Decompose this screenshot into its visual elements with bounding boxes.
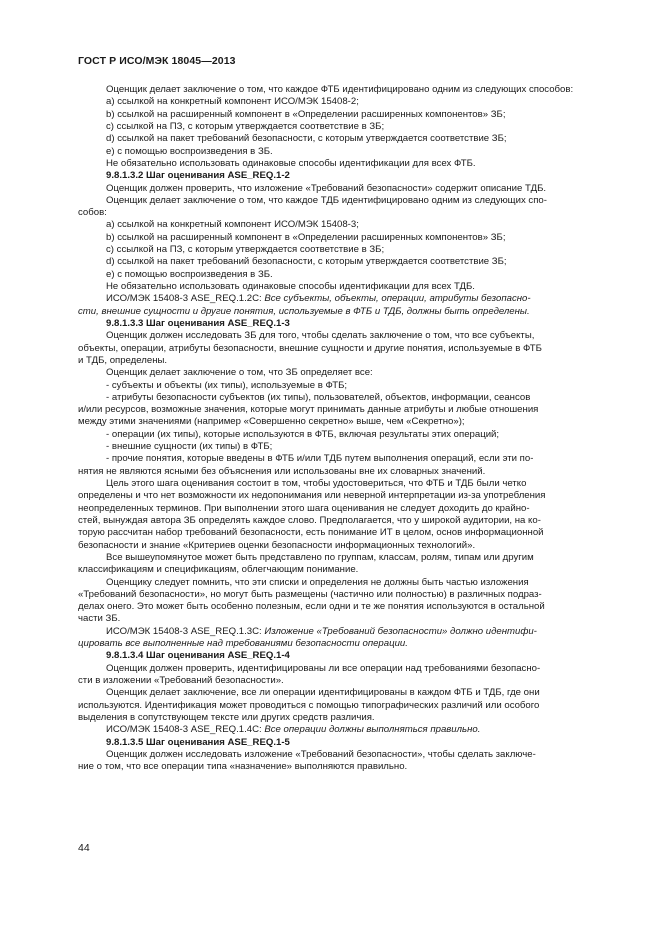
text-run: - внешние сущности (их типы) в ФТБ; [106,441,273,453]
italic-text-run: цировать все выполненные над требованиями безопасности операции. [78,638,408,650]
text-line [78,466,616,478]
text-line [78,96,616,108]
text-run: сти в изложении «Требований безопасности». [78,675,284,686]
text-run: d) ссылкой на пакет требований безопасности, с которым утверждается соответствие ЗБ; [106,256,507,268]
text-run: Оценщик делает заключение о том, что каждое ТДБ идентифицировано одним из следующих спо- [106,194,547,206]
page-number: 44 [78,842,90,854]
text-line [78,318,616,330]
text-run: - операции (их типы), которые используются в ФТБ, включая результаты этих операций; [106,428,500,440]
text-line [78,404,616,416]
text-line [78,183,616,195]
text-run: Оценщику следует помнить, что эти списки и определения не должны быть частью изложения [106,576,529,588]
text-run: объекты, операции, атрибуты безопасности, внешние сущности и другие понятия, используемые в ФТБ [78,342,542,354]
text-line [78,219,616,231]
text-run: a) ссылкой на конкретный компонент ИСО/МЭК 15408-3; [106,219,359,231]
text-line [78,392,616,404]
text-run: - прочие понятия, которые введены в ФТБ и/или ТДБ путем выполнения операций, если эти по- [106,453,534,465]
text-run: - субъекты и объекты (их типы), используемые в ФТБ; [106,379,348,391]
italic-text-run: Изложение «Требований безопасности» должно идентифи- [264,625,537,637]
text-line [78,527,616,539]
text-line [78,355,616,367]
text-run: Цель этого шага оценивания состоит в том, чтобы удостовериться, что ФТБ и ТДБ были четко [106,478,527,489]
text-run: собов: [78,207,107,219]
text-run: Оценщик делает заключение о том, что каждое ФТБ идентифицировано одним из следующих способов: [106,84,574,95]
text-line [78,700,616,712]
text-line [78,244,616,256]
text-run: делах онего. Это может быть особенно полезным, если одни и те же понятия используются в остальной [78,601,545,613]
text-run: e) с помощью воспроизведения в ЗБ. [106,145,273,157]
text-line [78,650,616,662]
text-run: - атрибуты безопасности субъектов (их типы), пользователей, объектов, информации, сеансов [106,391,531,403]
text-run: ИСО/МЭК 15408-3 ASE_REQ.1.2С: [106,293,265,305]
text-line [78,503,616,515]
text-run: Оценщик должен проверить, идентифицированы ли все операции над требованиями безопасно- [106,662,541,674]
text-run: c) ссылкой на ПЗ, с которым утверждается соответствие в ЗБ; [106,244,385,256]
text-line [78,207,616,219]
text-run: «Требований безопасности», но могут быть размещены (частично или полностью) в различных подраз- [78,588,542,600]
text-line [78,293,616,305]
text-line [78,343,616,355]
text-run: e) с помощью воспроизведения в ЗБ. [106,268,273,280]
text-run: Не обязательно использовать одинаковые способы идентификации для всех ФТБ. [106,157,476,169]
text-line [78,577,616,589]
text-line [78,84,616,96]
italic-text-run: сти, внешние сущности и другие понятия, используемые в ФТБ и ТДБ, должны быть определены. [78,305,530,317]
text-line [78,601,616,613]
text-line [78,589,616,601]
text-run: d) ссылкой на пакет требований безопасности, с которым утверждается соответствие ЗБ; [106,133,507,145]
text-line [78,453,616,465]
text-line [78,724,616,736]
text-line [78,133,616,145]
text-line [78,195,616,207]
text-line [78,416,616,428]
text-run: ИСО/МЭК 15408-3 ASE_REQ.1.3С: [106,625,265,637]
text-line [78,367,616,379]
text-run: определены и что нет возможности их недопонимания или неверной интерпретации из-за употребления [78,490,546,502]
text-line [78,761,616,773]
text-run: c) ссылкой на ПЗ, с которым утверждается соответствие в ЗБ; [106,120,385,132]
text-run: a) ссылкой на конкретный компонент ИСО/МЭК 15408-2; [106,96,359,108]
italic-text-run: Все операции должны выполняться правильно. [264,724,481,736]
text-run: используются. Идентификация может проводиться с помощью типографических различий или особого [78,699,540,711]
text-line [78,170,616,182]
text-run: неопределенных терминов. При выполнении этого шага оценивания не следует доходить до крайно- [78,502,530,514]
text-run: 9.8.1.3.4 Шаг оценивания ASE_REQ.1-4 [106,650,290,662]
text-run: торую рассчитан набор требований безопасности, есть понимание ИТ в целом, основ информационной [78,527,544,539]
text-line [78,269,616,281]
text-run: нятия не являются ясными без объяснения или использованы вне их словарных значений. [78,465,486,477]
text-run: стей, вынуждая автора ЗБ определять каждое слово. Предполагается, что у широкой аудитории, на ко- [78,514,541,526]
text-line [78,330,616,342]
text-line [78,121,616,133]
text-run: Все вышеупомянутое может быть представлено по группам, классам, ролям, типам или другим [106,551,534,563]
text-line [78,478,616,490]
text-line [78,380,616,392]
text-run: 9.8.1.3.3 Шаг оценивания ASE_REQ.1-3 [106,317,290,329]
text-line [78,441,616,453]
text-line [78,675,616,687]
text-run: и ТДБ, определены. [78,354,168,366]
text-run: части ЗБ. [78,613,121,625]
text-line [78,306,616,318]
text-run: 9.8.1.3.5 Шаг оценивания ASE_REQ.1-5 [106,736,290,748]
text-run: Оценщик делает заключение о том, что ЗБ определяет все: [106,367,373,379]
text-line [78,626,616,638]
italic-text-run: Все субъекты, объекты, операции, атрибуты безопасно- [264,293,531,305]
text-line [78,109,616,121]
text-line [78,712,616,724]
text-line [78,515,616,527]
text-run: классификациям и спецификациям, облегчающим понимание. [78,564,359,576]
text-run: Не обязательно использовать одинаковые способы идентификации для всех ТДБ. [106,281,475,292]
text-run: выделения в сопутствующем тексте или других средств различия. [78,711,375,723]
text-line [78,613,616,625]
text-line [78,737,616,749]
text-line [78,158,616,170]
text-run: Оценщик должен проверить, что изложение «Требований безопасности» содержит описание ТДБ. [106,182,547,194]
text-line [78,429,616,441]
text-line [78,256,616,268]
page-body [78,84,616,774]
text-run: Оценщик должен исследовать изложение «Требований безопасности», чтобы сделать заключе- [106,748,536,760]
document-header: ГОСТ Р ИСО/МЭК 18045—2013 [78,55,236,67]
text-line [78,564,616,576]
text-line [78,146,616,158]
text-run: b) ссылкой на расширенный компонент в «Определении расширенных компонентов» ЗБ; [106,231,506,243]
text-run: и/или ресурсов, возможные значения, которые могут принимать данные атрибуты и любые отношения [78,404,539,416]
text-run: Оценщик делает заключение, все ли операции идентифицированы в каждом ФТБ и ТДБ, где они [106,687,540,699]
text-line [78,552,616,564]
text-line [78,540,616,552]
text-line [78,687,616,699]
text-line [78,638,616,650]
text-line [78,232,616,244]
text-run: b) ссылкой на расширенный компонент в «Определении расширенных компонентов» ЗБ; [106,108,506,120]
text-run: 9.8.1.3.2 Шаг оценивания ASE_REQ.1-2 [106,170,290,182]
text-run: Оценщик должен исследовать ЗБ для того, чтобы сделать заключение о том, что все субъекты, [106,330,535,342]
text-run: ИСО/МЭК 15408-3 ASE_REQ.1.4С: [106,724,265,736]
text-line [78,490,616,502]
text-run: безопасности и знание «Критериев оценки безопасности информационных технологий». [78,539,476,551]
text-line [78,749,616,761]
text-run: между этими значениями (например «Совершенно секретно» выше, чем «Секретно»); [78,416,465,428]
text-line [78,663,616,675]
text-run: ние о том, что все операции типа «назначение» выполняются правильно. [78,761,408,773]
text-line [78,281,616,293]
